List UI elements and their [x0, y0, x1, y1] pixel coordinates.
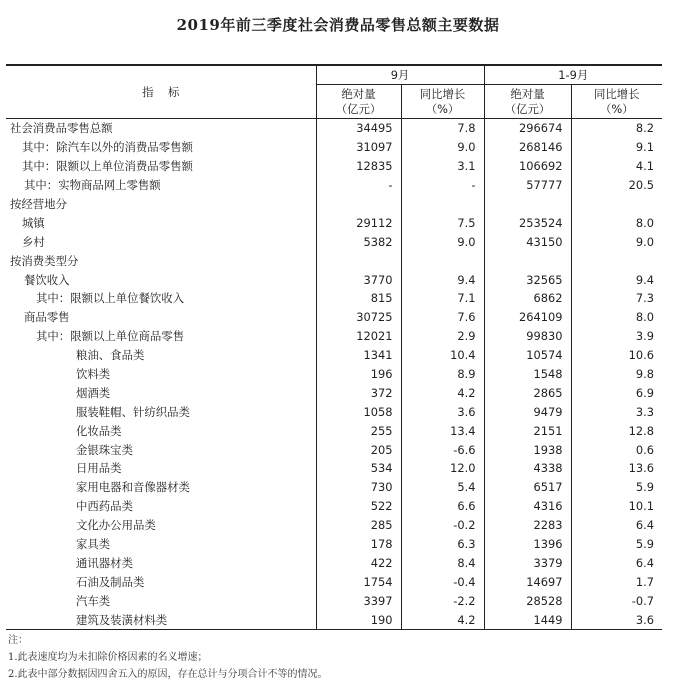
month-abs-header: [316, 85, 401, 119]
cell-m-yoy: -2.2: [401, 591, 484, 610]
table-row: [6, 516, 662, 535]
table-row: [6, 157, 662, 176]
cell-c-abs: 253524: [484, 213, 571, 232]
table-row: [6, 478, 662, 497]
cum-yoy-header: [571, 85, 662, 119]
cell-m-abs: 3397: [316, 591, 401, 610]
cell-c-yoy: 7.3: [571, 289, 662, 308]
cell-m-yoy: 4.2: [401, 610, 484, 629]
retail-data-table: [6, 64, 662, 630]
cell-m-yoy: 12.0: [401, 459, 484, 478]
cell-c-yoy: 8.2: [571, 119, 662, 138]
month-yoy-header: [401, 85, 484, 119]
cell-c-abs: 296674: [484, 119, 571, 138]
cell-c-abs: 14697: [484, 572, 571, 591]
cell-m-yoy: 3.6: [401, 402, 484, 421]
page-title: 2019年前三季度社会消费品零售总额主要数据: [176, 16, 500, 34]
cell-m-yoy: 7.5: [401, 213, 484, 232]
cell-c-yoy: 3.3: [571, 402, 662, 421]
row-indicator: 其中：实物商品网上零售额: [24, 178, 161, 193]
footnotes: [8, 632, 328, 683]
note-item: 1.此表速度均为未扣除价格因素的名义增速；: [8, 652, 208, 663]
cell-m-abs: [316, 195, 401, 214]
cell-c-yoy: 3.9: [571, 327, 662, 346]
cell-c-abs: 1449: [484, 610, 571, 629]
cell-c-yoy: 0.6: [571, 440, 662, 459]
table-row: [6, 497, 662, 516]
abs-label: 绝对量: [510, 86, 545, 101]
cell-c-yoy: 20.5: [571, 176, 662, 195]
row-indicator: 通讯器材类: [76, 555, 133, 570]
cell-c-yoy: 9.4: [571, 270, 662, 289]
cell-m-abs: 285: [316, 516, 401, 535]
cell-m-abs: 196: [316, 365, 401, 384]
cell-c-yoy: 13.6: [571, 459, 662, 478]
cell-m-yoy: 6.3: [401, 535, 484, 554]
cell-c-abs: 28528: [484, 591, 571, 610]
cell-m-abs: 730: [316, 478, 401, 497]
row-indicator: 按消费类型分: [10, 253, 79, 268]
table-row: [6, 421, 662, 440]
table-row: [6, 383, 662, 402]
abs-label: 绝对量: [341, 86, 376, 101]
yoy-unit: （%）: [599, 101, 634, 116]
cell-m-abs: 12021: [316, 327, 401, 346]
table-row: [6, 591, 662, 610]
cell-c-abs: 3379: [484, 553, 571, 572]
cell-c-abs: 1938: [484, 440, 571, 459]
table-row: [6, 251, 662, 270]
cell-c-yoy: 10.6: [571, 346, 662, 365]
cell-m-yoy: [401, 251, 484, 270]
cell-c-abs: 268146: [484, 138, 571, 157]
row-indicator: 石油及制品类: [76, 574, 145, 589]
table-row: [6, 610, 662, 629]
row-indicator: 烟酒类: [76, 385, 111, 400]
table-row: [6, 572, 662, 591]
cell-c-yoy: [571, 195, 662, 214]
table-row: [6, 440, 662, 459]
cell-c-yoy: 5.9: [571, 535, 662, 554]
row-indicator: 其中：限额以上单位商品零售: [36, 329, 185, 344]
cell-c-abs: 32565: [484, 270, 571, 289]
table-body: [6, 119, 662, 630]
cell-c-abs: 57777: [484, 176, 571, 195]
cell-c-abs: 6862: [484, 289, 571, 308]
cell-m-yoy: 8.4: [401, 553, 484, 572]
cell-m-abs: [316, 251, 401, 270]
cell-m-abs: 205: [316, 440, 401, 459]
cell-m-abs: 3770: [316, 270, 401, 289]
cell-c-yoy: 1.7: [571, 572, 662, 591]
cell-c-abs: 2151: [484, 421, 571, 440]
row-indicator: 服装鞋帽、针纺织品类: [76, 404, 190, 419]
cell-c-abs: 4316: [484, 497, 571, 516]
cell-m-abs: 178: [316, 535, 401, 554]
note-heading: 注：: [8, 635, 28, 646]
row-indicator: 中西药品类: [76, 499, 133, 514]
cell-m-abs: -: [316, 176, 401, 195]
cell-m-abs: 1341: [316, 346, 401, 365]
cell-m-abs: 534: [316, 459, 401, 478]
yoy-label: 同比增长: [419, 86, 466, 101]
table-row: [6, 195, 662, 214]
row-indicator: 按经营地分: [10, 197, 67, 211]
month-group-header: 9月: [316, 65, 484, 85]
cell-m-yoy: 13.4: [401, 421, 484, 440]
note-item: 2.此表中部分数据因四舍五入的原因，存在总计与分项合计不等的情况。: [8, 669, 328, 680]
row-indicator: 汽车类: [76, 593, 111, 608]
cell-c-yoy: -0.7: [571, 591, 662, 610]
table-row: [6, 346, 662, 365]
row-indicator: 日用品类: [76, 461, 122, 476]
cell-m-abs: 815: [316, 289, 401, 308]
table-row: [6, 308, 662, 327]
yoy-unit: （%）: [425, 101, 460, 116]
cell-c-abs: [484, 195, 571, 214]
cell-m-yoy: -0.2: [401, 516, 484, 535]
cell-m-yoy: 7.8: [401, 119, 484, 138]
row-indicator: 粮油、食品类: [76, 348, 145, 363]
table-row: [6, 213, 662, 232]
cumulative-group-header: 1-9月: [484, 65, 662, 85]
indicator-header: [6, 65, 316, 119]
cell-m-abs: 30725: [316, 308, 401, 327]
cell-m-yoy: 7.1: [401, 289, 484, 308]
cell-m-abs: 1058: [316, 402, 401, 421]
cell-m-yoy: 8.9: [401, 365, 484, 384]
table-row: [6, 232, 662, 251]
cell-m-abs: 29112: [316, 213, 401, 232]
cell-c-yoy: 6.4: [571, 553, 662, 572]
row-indicator: 建筑及装潢材料类: [6, 610, 316, 629]
row-indicator: 社会消费品零售总额: [10, 121, 113, 136]
table-row: [6, 365, 662, 384]
table-row: [6, 459, 662, 478]
table-row: [6, 270, 662, 289]
indicator-header-label: 指 标: [142, 85, 180, 99]
cell-m-abs: 255: [316, 421, 401, 440]
cell-m-yoy: -: [401, 176, 484, 195]
table-row: [6, 119, 662, 138]
table-row: [6, 176, 662, 195]
table-row: [6, 327, 662, 346]
cell-m-abs: 31097: [316, 138, 401, 157]
cell-c-yoy: 9.0: [571, 232, 662, 251]
cell-c-abs: 99830: [484, 327, 571, 346]
cell-m-yoy: 10.4: [401, 346, 484, 365]
cell-c-abs: [484, 251, 571, 270]
cell-m-abs: 422: [316, 553, 401, 572]
cell-m-yoy: 4.2: [401, 383, 484, 402]
table-row: [6, 289, 662, 308]
abs-unit: （亿元）: [504, 101, 551, 116]
cell-c-abs: 1396: [484, 535, 571, 554]
row-indicator: 家具类: [76, 537, 111, 552]
cell-c-yoy: 8.0: [571, 308, 662, 327]
cell-m-abs: 5382: [316, 232, 401, 251]
cell-c-abs: 264109: [484, 308, 571, 327]
row-indicator: 其中：限额以上单位餐饮收入: [36, 291, 185, 306]
abs-unit: （亿元）: [335, 101, 382, 116]
cell-m-yoy: 3.1: [401, 157, 484, 176]
cell-m-yoy: -6.6: [401, 440, 484, 459]
table-header: [6, 65, 662, 119]
table-row: [6, 535, 662, 554]
cell-c-abs: 1548: [484, 365, 571, 384]
cell-c-abs: 106692: [484, 157, 571, 176]
row-indicator: 其中：除汽车以外的消费品零售额: [22, 140, 193, 155]
cell-m-yoy: 9.0: [401, 232, 484, 251]
row-indicator: 文化办公用品类: [76, 518, 156, 533]
row-indicator: 商品零售: [24, 310, 70, 325]
row-indicator: 餐饮收入: [24, 272, 70, 287]
cell-c-yoy: 12.8: [571, 421, 662, 440]
cell-c-abs: 2283: [484, 516, 571, 535]
cell-m-abs: 190: [316, 610, 401, 629]
row-indicator: 饮料类: [76, 367, 111, 382]
row-indicator: 乡村: [22, 234, 45, 249]
cell-c-abs: 6517: [484, 478, 571, 497]
cum-abs-header: [484, 85, 571, 119]
cell-c-yoy: [571, 251, 662, 270]
cell-m-abs: 12835: [316, 157, 401, 176]
cell-m-yoy: 9.4: [401, 270, 484, 289]
cell-m-abs: 522: [316, 497, 401, 516]
cell-c-yoy: 10.1: [571, 497, 662, 516]
row-indicator: 其中：限额以上单位消费品零售额: [22, 159, 193, 174]
cell-c-abs: 2865: [484, 383, 571, 402]
cell-c-abs: 9479: [484, 402, 571, 421]
cell-c-yoy: 5.9: [571, 478, 662, 497]
row-indicator: 家用电器和音像器材类: [76, 480, 190, 495]
cell-c-yoy: 8.0: [571, 213, 662, 232]
cell-c-abs: 43150: [484, 232, 571, 251]
table-row: [6, 553, 662, 572]
cell-m-yoy: 7.6: [401, 308, 484, 327]
cell-c-abs: 10574: [484, 346, 571, 365]
cell-c-abs: 4338: [484, 459, 571, 478]
cell-m-yoy: -0.4: [401, 572, 484, 591]
cell-c-yoy: 6.9: [571, 383, 662, 402]
cell-c-yoy: 9.1: [571, 138, 662, 157]
cell-c-yoy: 9.8: [571, 365, 662, 384]
cell-c-yoy: 3.6: [571, 610, 662, 629]
cell-c-yoy: 4.1: [571, 157, 662, 176]
cell-m-yoy: 9.0: [401, 138, 484, 157]
cell-m-yoy: 2.9: [401, 327, 484, 346]
row-indicator: 化妆品类: [76, 423, 122, 438]
yoy-label: 同比增长: [593, 86, 640, 101]
row-indicator: 城镇: [22, 215, 45, 230]
cell-m-abs: 34495: [316, 119, 401, 138]
cell-m-yoy: 6.6: [401, 497, 484, 516]
cell-m-abs: 1754: [316, 572, 401, 591]
cell-m-yoy: 5.4: [401, 478, 484, 497]
cell-c-yoy: 6.4: [571, 516, 662, 535]
cell-m-yoy: [401, 195, 484, 214]
table-row: [6, 402, 662, 421]
row-indicator: 金银珠宝类: [76, 442, 133, 457]
cell-m-abs: 372: [316, 383, 401, 402]
table-row: [6, 138, 662, 157]
